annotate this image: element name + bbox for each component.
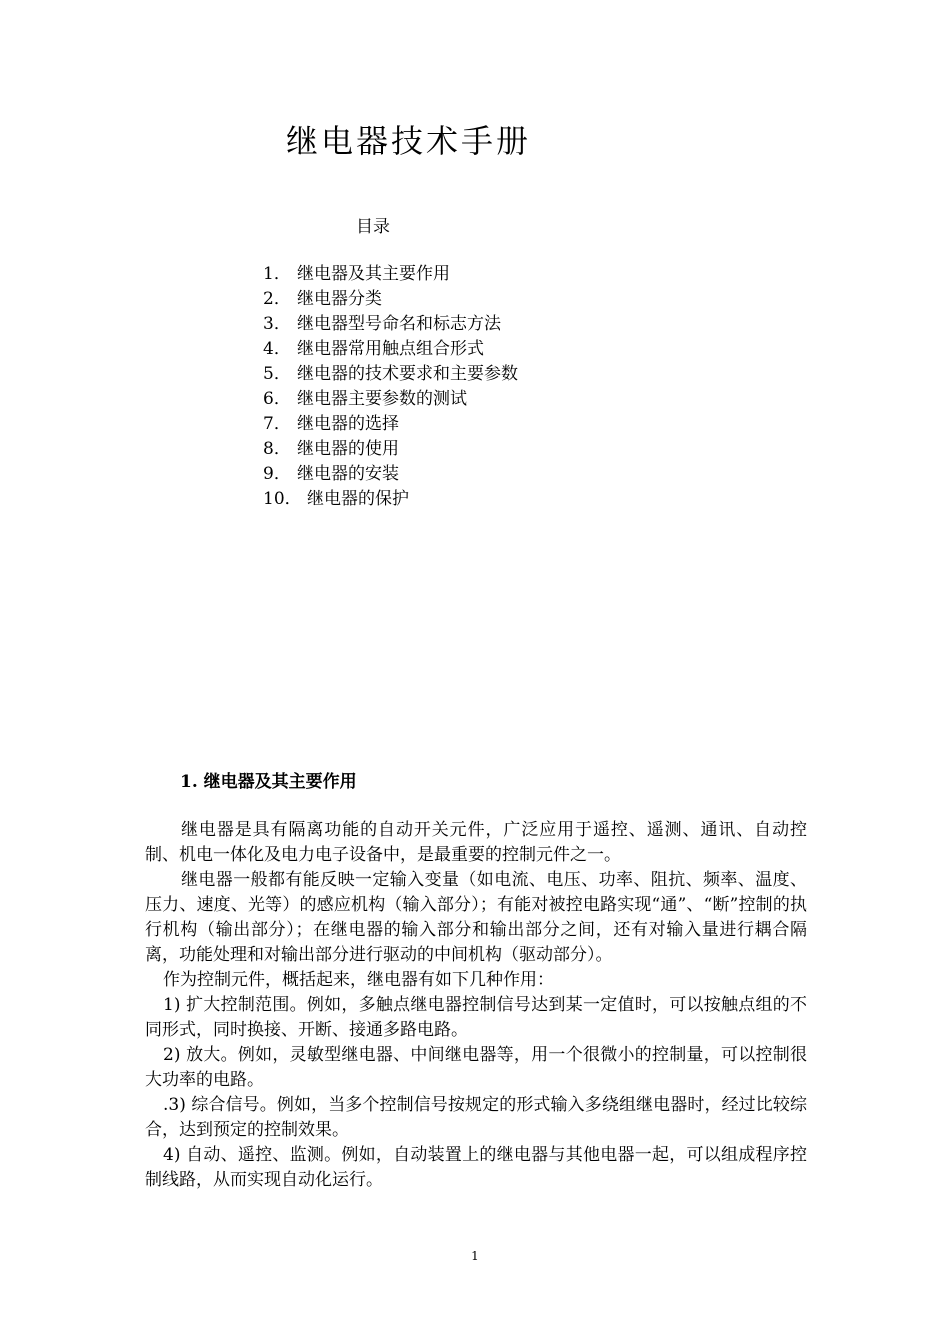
- paragraph: 作为控制元件，概括起来，继电器有如下几种作用：: [163, 970, 554, 990]
- toc-item-4: [263, 337, 518, 362]
- toc-item-1: [263, 262, 518, 287]
- document-title: 继电器技术手册: [286, 122, 532, 160]
- toc-number: 4．: [263, 339, 291, 359]
- toc-item-2: [263, 287, 518, 312]
- list-paragraph: 2) 放大。例如，灵敏型继电器、中间继电器等，用一个很微小的控制量，可以控制很大功率的电路。: [145, 1045, 807, 1090]
- toc-number: 5．: [263, 364, 291, 384]
- toc-number: 6．: [263, 389, 291, 409]
- toc-label: 继电器及其主要作用: [297, 264, 450, 284]
- toc-label: 继电器的技术要求和主要参数: [297, 364, 518, 384]
- toc-number: 1．: [263, 264, 291, 284]
- toc-number: 7．: [263, 414, 291, 434]
- toc-number: 10．: [263, 489, 302, 509]
- toc-label: 继电器主要参数的测试: [297, 389, 467, 409]
- paragraph: 继电器是具有隔离功能的自动开关元件，广泛应用于遥控、遥测、通讯、自动控制、机电一体化及电力电子设备中，是最重要的控制元件之一。: [145, 820, 807, 865]
- paragraph: 继电器一般都有能反映一定输入变量（如电流、电压、功率、阻抗、频率、温度、压力、速度、光等）的感应机构（输入部分）；有能对被控电路实现“通”、“断”控制的执行机构（输出部分）；在继电器的输入部分和输出部分之间，还有对输入量进行耦合隔离，功能处理和对输出部分进行驱动的中间机构（驱动部分）。: [145, 870, 807, 965]
- toc-label: 继电器的安装: [297, 464, 399, 484]
- toc-item-8: [263, 437, 518, 462]
- list-paragraph: 4) 自动、遥控、监测。例如，自动装置上的继电器与其他电器一起，可以组成程序控制线路，从而实现自动化运行。: [145, 1145, 807, 1190]
- toc-label: 继电器分类: [297, 289, 382, 309]
- toc-item-5: [263, 362, 518, 387]
- toc-item-6: [263, 387, 518, 412]
- list-paragraph: .3) 综合信号。例如，当多个控制信号按规定的形式输入多绕组继电器时，经过比较综合，达到预定的控制效果。: [145, 1095, 807, 1140]
- list-paragraph: 1) 扩大控制范围。例如，多触点继电器控制信号达到某一定值时，可以按触点组的不同形式，同时换接、开断、接通多路电路。: [145, 995, 807, 1040]
- table-of-contents: [263, 262, 518, 512]
- toc-label: 继电器的选择: [297, 414, 399, 434]
- toc-label: 继电器的保护: [307, 489, 409, 509]
- toc-number: 8．: [263, 439, 291, 459]
- toc-label: 继电器的使用: [297, 439, 399, 459]
- toc-heading: 目录: [356, 217, 390, 237]
- toc-number: 3．: [263, 314, 291, 334]
- toc-label: 继电器型号命名和标志方法: [297, 314, 501, 334]
- toc-item-9: [263, 462, 518, 487]
- page-number: 1: [471, 1249, 479, 1263]
- toc-item-3: [263, 312, 518, 337]
- toc-number: 9．: [263, 464, 291, 484]
- toc-number: 2．: [263, 289, 291, 309]
- section-heading: 1. 继电器及其主要作用: [180, 772, 357, 792]
- toc-label: 继电器常用触点组合形式: [297, 339, 484, 359]
- toc-item-10: [263, 487, 518, 512]
- toc-item-7: [263, 412, 518, 437]
- section-body: [145, 818, 807, 1193]
